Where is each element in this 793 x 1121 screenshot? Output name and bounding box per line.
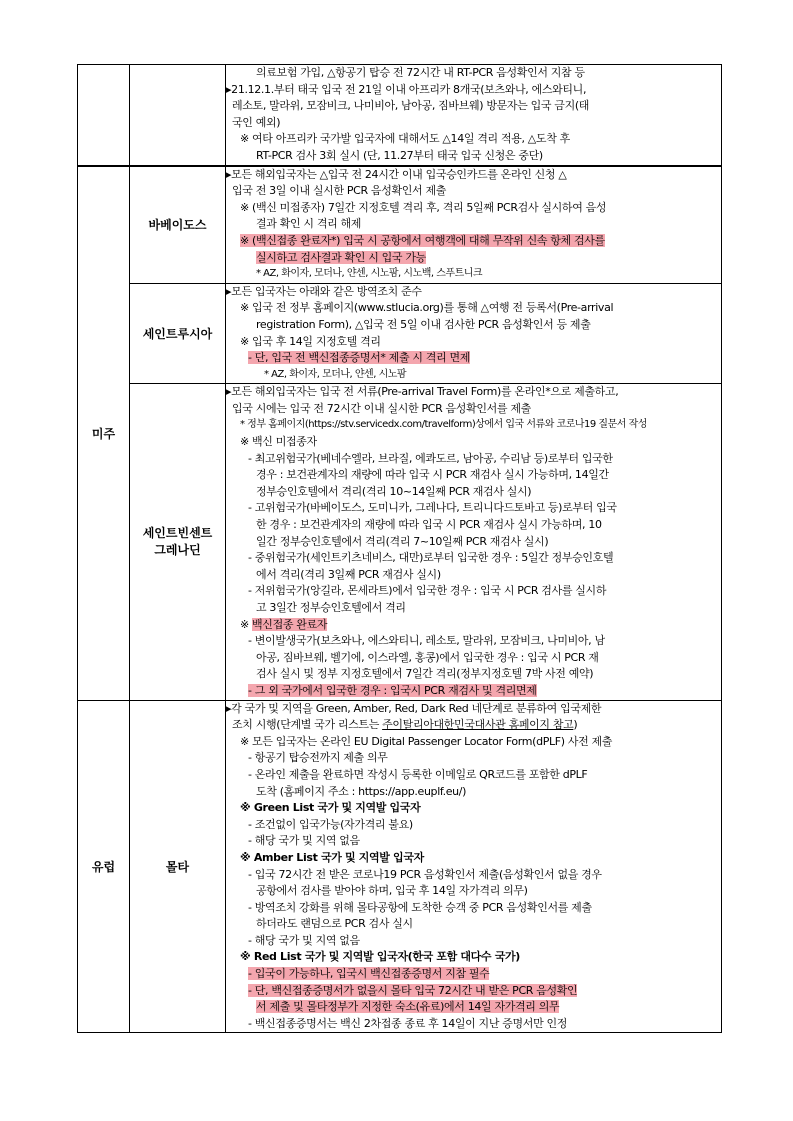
content-line: - 백신접종증명서는 백신 2차접종 종료 후 14일이 지난 증명서만 인정 bbox=[248, 1016, 568, 1030]
content-line: ※ (백신접종 완료자*) 입국 시 공항에서 여행객에 대해 무작위 신속 항체 검사를 bbox=[240, 233, 605, 247]
content-line: ▸모든 해외입국자는 입국 전 서류(Pre-arrival Travel Form)를 온라인*으로 제출하고, bbox=[226, 385, 619, 399]
table-row bbox=[78, 283, 722, 384]
content-line: - 저위험국가(앙길라, 몬세라트)에서 입국한 경우 : 입국 시 PCR 검사를 실시하 bbox=[248, 584, 607, 598]
country-cell bbox=[130, 700, 226, 1033]
content-line: 국인 예외) bbox=[232, 115, 281, 129]
content-line: * AZ, 화이자, 모더나, 얀센, 시노팜, 시노백, 스푸트니크 bbox=[256, 268, 483, 280]
content-cell bbox=[226, 700, 722, 1033]
content-line: ※ 백신접종 완료자 bbox=[240, 617, 328, 631]
content-line: - 변이발생국가(보츠와나, 에스와티니, 레소토, 말라위, 모잠비크, 나미비아, 남 bbox=[248, 634, 605, 648]
content-cell bbox=[226, 283, 722, 384]
content-line: - 단, 입국 전 백신접종증명서* 제출 시 격리 면제 bbox=[248, 351, 471, 365]
country-label: 몰타 bbox=[165, 860, 190, 874]
country-label: 세인트루시아 bbox=[142, 327, 213, 341]
country-label: 바베이도스 bbox=[148, 218, 207, 233]
content-line: 조치 시행(단계별 국가 리스트는 주이탈리아대한민국대사관 홈페이지 참고) bbox=[232, 718, 578, 732]
content-line: ▸모든 입국자는 아래와 같은 방역조치 준수 bbox=[226, 284, 422, 298]
content-line: - 해당 국가 및 지역 없음 bbox=[248, 834, 360, 848]
content-line: 공항에서 검사를 받아야 하며, 입국 후 14일 자가격리 의무) bbox=[256, 884, 528, 898]
content-line: ▸21.12.1.부터 태국 입국 전 21일 이내 아프리카 8개국(보츠와나, 에스와티니, bbox=[226, 82, 587, 96]
content-cell bbox=[226, 384, 722, 700]
content-cell bbox=[226, 65, 722, 166]
table-row bbox=[78, 65, 722, 166]
region-label: 유럽 bbox=[91, 860, 116, 874]
region-cell bbox=[78, 700, 130, 1033]
content-line: ※ 백신 미접종자 bbox=[240, 435, 317, 449]
country-cell bbox=[130, 166, 226, 284]
content-line: - 그 외 국가에서 입국한 경우 : 입국시 PCR 재검사 및 격리면제 bbox=[248, 683, 537, 697]
content-line: - 조건없이 입국가능(자가격리 불요) bbox=[248, 817, 413, 831]
content-line: 고 3일간 정부승인호텔에서 격리 bbox=[256, 601, 406, 614]
content-line: ※ 입국 후 14일 지정호텔 격리 bbox=[240, 334, 381, 348]
entry-restrictions-table bbox=[77, 64, 722, 1033]
content-line: ※ Red List 국가 및 지역발 입국자(한국 포함 대다수 국가) bbox=[240, 950, 520, 964]
content-line: - 입국이 가능하나, 입국시 백신접종증명서 지참 필수 bbox=[248, 967, 490, 981]
content-line: * AZ, 화이자, 모더나, 얀센, 시노팜 bbox=[264, 368, 407, 380]
country-cell bbox=[130, 283, 226, 384]
content-line: - 고위험국가(바베이도스, 도미니카, 그레나다, 트리니다드토바고 등)로부터 입국 bbox=[248, 501, 617, 515]
region-label: 미주 bbox=[91, 426, 116, 441]
content-line: ▸각 국가 및 지역을 Green, Amber, Red, Dark Red 네단계로 분류하여 입국제한 bbox=[226, 701, 602, 715]
content-line: registration Form), △입국 전 5일 이내 검사한 PCR 음성확인서 등 제출 bbox=[256, 317, 591, 331]
content-line: RT-PCR 검사 3회 실시 (단, 11.27부터 태국 입국 신청은 중단) bbox=[256, 148, 543, 162]
content-line: 한 경우 : 보건관계자의 재량에 따라 입국 시 PCR 재검사 실시 가능하며, 10 bbox=[256, 518, 602, 532]
content-line: - 온라인 제출을 완료하면 작성시 등록한 이메일로 QR코드를 포함한 dPLF bbox=[248, 767, 588, 781]
table-row bbox=[78, 166, 722, 284]
content-line: 도착 (홈페이지 주소 : https://app.euplf.eu/) bbox=[256, 784, 467, 798]
content-line: 실시하고 검사결과 확인 시 입국 가능 bbox=[256, 250, 426, 264]
region-cell bbox=[78, 166, 130, 701]
table-row bbox=[78, 700, 722, 1033]
country-cell bbox=[130, 384, 226, 700]
content-line: 아공, 짐바브웨, 벨기에, 이스라엘, 홍콩)에서 입국한 경우 : 입국 시 PCR 재 bbox=[256, 650, 599, 664]
content-line: 입국 전 3일 이내 실시한 PCR 음성확인서 제출 bbox=[232, 184, 446, 198]
content-line: ※ 모든 입국자는 온라인 EU Digital Passenger Locator Form(dPLF) 사전 제출 bbox=[240, 734, 613, 748]
content-line: 하더라도 랜덤으로 PCR 검사 실시 bbox=[256, 917, 413, 931]
content-cell bbox=[226, 166, 722, 284]
content-line: 레소토, 말라위, 모잠비크, 나미비아, 남아공, 짐바브웨) 방문자는 입국 금지(태 bbox=[232, 99, 590, 113]
content-line: - 해당 국가 및 지역 없음 bbox=[248, 933, 360, 947]
content-line: ▸모든 해외입국자는 △입국 전 24시간 이내 입국승인카드를 온라인 신청 △ bbox=[226, 167, 567, 181]
content-line: 경우 : 보건관계자의 재량에 따라 입국 시 PCR 재검사 실시 가능하며, 14일간 bbox=[256, 468, 609, 482]
content-line: ※ 여타 아프리카 국가발 입국자에 대해서도 △14일 격리 적용, △도착 후 bbox=[240, 132, 570, 146]
content-line: 의료보험 가입, △항공기 탑승 전 72시간 내 RT-PCR 음성확인서 지참 등 bbox=[256, 66, 585, 79]
country-label: 세인트빈센트 그레나딘 bbox=[142, 525, 213, 557]
content-line: ※ (백신 미접종자) 7일간 지정호텔 격리 후, 격리 5일째 PCR검사 실시하여 음성 bbox=[240, 200, 607, 214]
content-line: - 방역조치 강화를 위해 몰타공항에 도착한 승객 중 PCR 음성확인서를 제출 bbox=[248, 900, 592, 914]
content-line: * 정부 홈페이지(https://stv.servicedx.com/travelform)상에서 입국 서류와 코로나19 질문서 작성 bbox=[240, 419, 647, 431]
content-line: - 항공기 탑승전까지 제출 의무 bbox=[248, 751, 388, 765]
content-line: ※ Amber List 국가 및 지역발 입국자 bbox=[240, 850, 424, 864]
content-line: 결과 확인 시 격리 해제 bbox=[256, 217, 362, 231]
content-line: 정부승인호텔에서 격리(격리 10~14일째 PCR 재검사 실시) bbox=[256, 484, 532, 498]
content-line: 일간 정부승인호텔에서 격리(격리 7~10일째 PCR 재검사 실시) bbox=[256, 534, 549, 548]
content-line: 에서 격리(격리 3일째 PCR 재검사 실시) bbox=[256, 567, 441, 581]
content-line: - 단, 백신접종증명서가 없을시 몰타 입국 72시간 내 받은 PCR 음성확인 bbox=[248, 983, 578, 997]
content-line: - 최고위험국가(베네수엘라, 브라질, 에콰도르, 남아공, 수리남 등)로부터 입국한 bbox=[248, 451, 613, 465]
country-cell bbox=[130, 65, 226, 166]
content-line: - 중위험국가(세인트키츠네비스, 대만)로부터 입국한 경우 : 5일간 정부승인호텔 bbox=[248, 551, 614, 565]
region-cell bbox=[78, 65, 130, 166]
content-line: 입국 시에는 입국 전 72시간 이내 실시한 PCR 음성확인서를 제출 bbox=[232, 401, 531, 415]
content-line: 서 제출 및 몰타정부가 지정한 숙소(유료)에서 14일 자가격리 의무 bbox=[256, 1000, 560, 1014]
table-row bbox=[78, 384, 722, 700]
content-line: ※ 입국 전 정부 홈페이지(www.stlucia.org)를 통해 △여행 전 등록서(Pre-arrival bbox=[240, 301, 614, 315]
content-line: ※ Green List 국가 및 지역발 입국자 bbox=[240, 801, 421, 815]
content-line: - 입국 72시간 전 받은 코로나19 PCR 음성확인서 제출(음성확인서 없을 경우 bbox=[248, 867, 602, 881]
content-line: 검사 실시 및 정부 지정호텔에서 7일간 격리(정부지정호텔 7박 사전 예약) bbox=[256, 667, 594, 681]
